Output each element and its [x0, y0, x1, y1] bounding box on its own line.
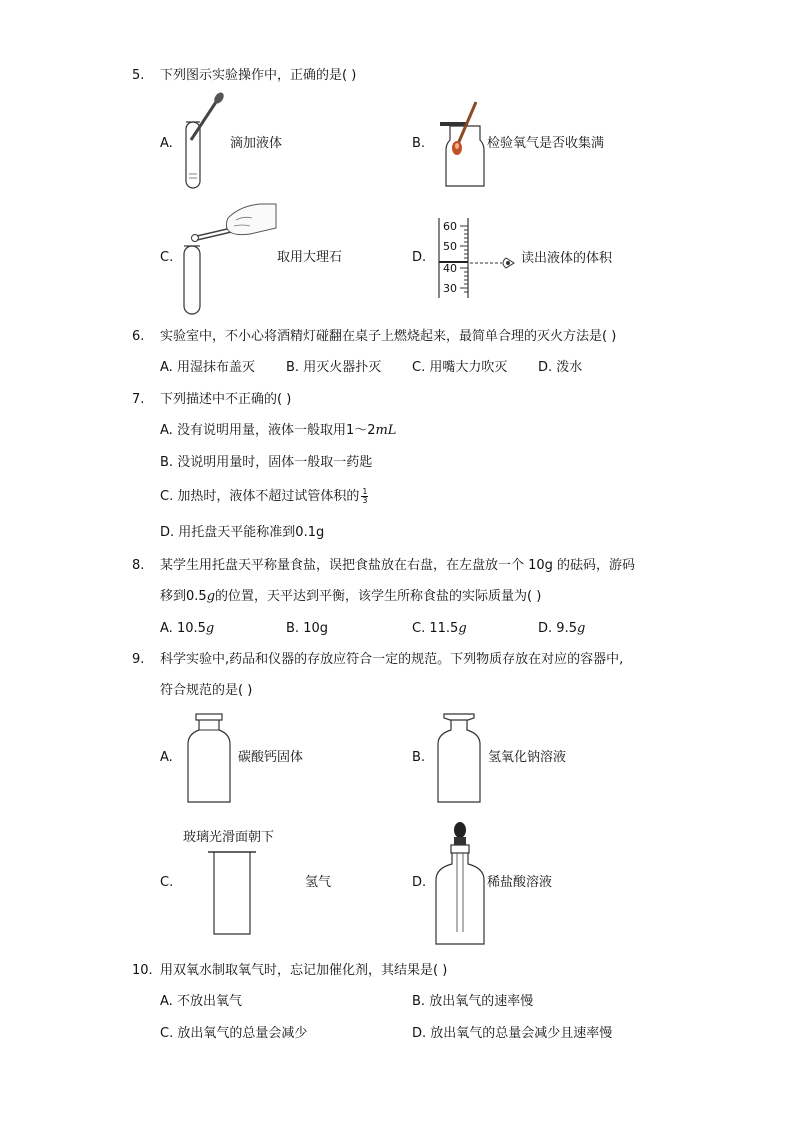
q6-option-c	[412, 360, 507, 376]
q7-option-b-letter: B.	[160, 455, 174, 470]
fraction-denominator: 3	[362, 496, 368, 505]
q5-option-b-label: 检验氧气是否收集满	[487, 136, 605, 151]
q8-option-d-value: 9.5	[556, 621, 577, 636]
q6-option-c-letter: C.	[412, 360, 426, 375]
q7-option-d-label: 用托盘天平能称准到0.1g	[178, 525, 325, 540]
q8-option-d-letter: D.	[538, 621, 553, 636]
q6-option-a-label: 用湿抹布盖灭	[176, 360, 255, 375]
q10-option-c	[160, 1026, 307, 1042]
q8-option-c-letter: C.	[412, 621, 426, 636]
q8-option-c	[412, 621, 467, 637]
q5-option-a-label: 滴加液体	[230, 136, 283, 151]
q9-option-d-label: 稀盐酸溶液	[487, 875, 553, 890]
q8-option-a-letter: A.	[160, 621, 173, 636]
q7-stem: 下列描述中不正确的( )	[160, 392, 292, 407]
q7-number: 7.	[132, 392, 145, 407]
dropper-test-tube-image	[180, 92, 230, 194]
cylinder-tick-30: 30	[443, 282, 457, 295]
q7-option-c	[160, 488, 368, 505]
q5-option-a-letter: A.	[160, 136, 173, 151]
q10-option-d-letter: D.	[412, 1026, 427, 1041]
q6-option-d-label: 泼水	[556, 360, 583, 375]
cylinder-tick-40: 40	[443, 262, 457, 275]
q8-option-b	[286, 621, 328, 637]
q6-option-d-letter: D.	[538, 360, 553, 375]
q7-option-a-unit: mL	[375, 423, 397, 438]
dropper-bottle-image	[432, 820, 488, 948]
q10-option-d	[412, 1026, 612, 1042]
cylinder-tick-60: 60	[443, 220, 457, 233]
q8-option-c-unit: g	[458, 621, 467, 636]
q5-option-c-label: 取用大理石	[277, 250, 343, 265]
q8-option-d-unit: g	[576, 621, 586, 636]
q7-fraction	[361, 488, 368, 505]
q10-option-a-letter: A.	[160, 994, 173, 1009]
q8-option-b-letter: B.	[286, 621, 300, 636]
marble-tweezers-image	[180, 198, 280, 318]
q9-option-a-label: 碳酸钙固体	[238, 750, 304, 765]
q8-line2-end: 的位置，天平达到平衡，该学生所称食盐的实际质量为( )	[215, 589, 542, 604]
fraction-numerator: 1	[362, 487, 368, 496]
q5-option-c-letter: C.	[160, 250, 174, 265]
q8-option-a-value: 10.5	[176, 621, 206, 636]
q8-number: 8.	[132, 558, 145, 573]
q5-option-d-letter: D.	[412, 250, 427, 265]
q7-option-a-label: 没有说明用量，液体一般取用1～2	[176, 423, 376, 438]
q8-option-a-unit: g	[205, 621, 215, 636]
q6-option-b	[286, 360, 381, 376]
q6-option-b-label: 用灭火器扑灭	[303, 360, 382, 375]
q10-option-a	[160, 994, 242, 1010]
wide-mouth-bottle-image	[184, 712, 234, 804]
q7-option-a	[160, 423, 396, 439]
q9-option-c-note: 玻璃光滑面朝下	[183, 830, 275, 845]
q9-option-d-letter: D.	[412, 875, 427, 890]
q9-stem-line2: 符合规范的是( )	[160, 683, 253, 698]
q9-option-c-letter: C.	[160, 875, 174, 890]
q10-option-c-label: 放出氧气的总量会减少	[177, 1026, 308, 1041]
q6-option-a-letter: A.	[160, 360, 173, 375]
q9-stem-line1: 科学实验中,药品和仪器的存放应符合一定的规范。下列物质存放在对应的容器中,	[160, 652, 624, 667]
q8-line2-unit: g	[206, 589, 216, 604]
q10-option-b-label: 放出氧气的速率慢	[429, 994, 534, 1009]
q9-option-a-letter: A.	[160, 750, 173, 765]
q6-option-b-letter: B.	[286, 360, 300, 375]
q6-option-c-label: 用嘴大力吹灭	[429, 360, 508, 375]
q10-option-c-letter: C.	[160, 1026, 174, 1041]
q10-stem: 用双氧水制取氧气时，忘记加催化剂，其结果是( )	[160, 963, 448, 978]
q9-number: 9.	[132, 652, 145, 667]
q8-option-c-value: 11.5	[429, 621, 459, 636]
q6-stem: 实验室中，不小心将酒精灯碰翻在桌子上燃烧起来，最简单合理的灭火方法是( )	[160, 329, 617, 344]
q7-option-d	[160, 525, 324, 541]
q8-stem-line2	[160, 589, 541, 605]
q5-option-b-letter: B.	[412, 136, 426, 151]
q5-number: 5.	[132, 68, 145, 83]
gas-jar-glass-plate-image	[206, 848, 258, 936]
q10-option-b	[412, 994, 533, 1010]
q7-option-c-letter: C.	[160, 489, 174, 504]
q8-stem-line1: 某学生用托盘天平称量食盐，误把食盐放在右盘，在左盘放一个 10g 的砝码，游码	[160, 558, 636, 573]
q9-option-b-label: 氢氧化钠溶液	[488, 750, 567, 765]
narrow-mouth-bottle-image	[434, 712, 484, 804]
q7-option-d-letter: D.	[160, 525, 175, 540]
q10-number: 10.	[132, 963, 153, 978]
q7-option-b-label: 没说明用量时，固体一般取一药匙	[177, 455, 373, 470]
q10-option-a-label: 不放出氧气	[176, 994, 242, 1009]
q8-option-a	[160, 621, 214, 637]
q6-option-d	[538, 360, 582, 376]
q9-option-b-letter: B.	[412, 750, 426, 765]
q7-option-c-label: 加热时，液体不超过试管体积的	[177, 489, 360, 504]
q8-option-b-value: 10g	[303, 621, 328, 636]
q8-option-d	[538, 621, 585, 637]
q6-option-a	[160, 360, 255, 376]
q5-stem: 下列图示实验操作中，正确的是( )	[160, 68, 357, 83]
q10-option-b-letter: B.	[412, 994, 426, 1009]
q5-option-d-label: 读出液体的体积	[521, 251, 613, 266]
q8-line2-start: 移到0.5	[160, 589, 207, 604]
q6-number: 6.	[132, 329, 145, 344]
oxygen-check-bottle-image	[436, 100, 486, 190]
q7-option-a-letter: A.	[160, 423, 173, 438]
cylinder-tick-50: 50	[443, 240, 457, 253]
q7-option-b	[160, 455, 372, 471]
q9-option-c-label: 氢气	[305, 875, 332, 890]
q10-option-d-label: 放出氧气的总量会减少且速率慢	[430, 1026, 613, 1041]
